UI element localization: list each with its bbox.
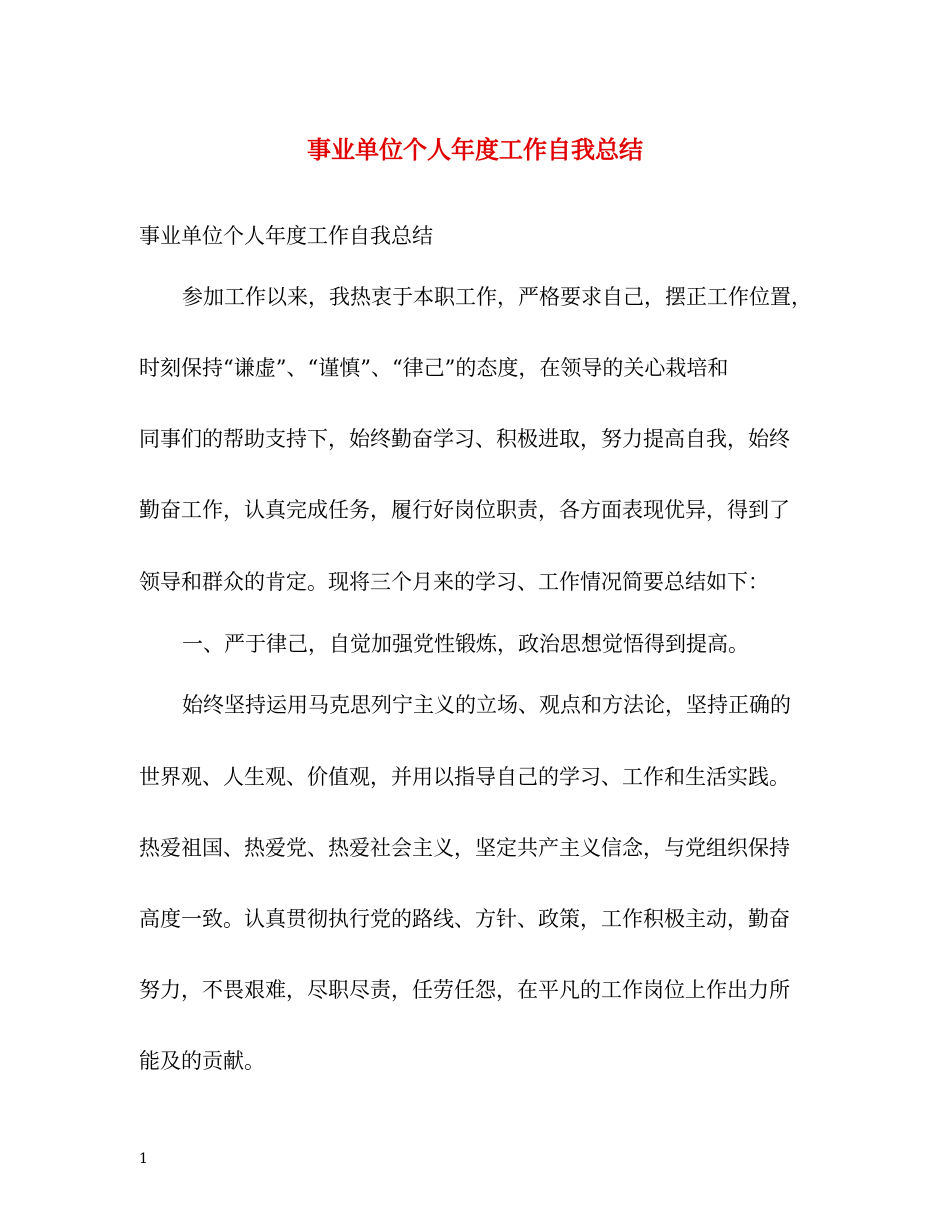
paragraph-line: 世界观、人生观、价值观，并用以指导自己的学习、工作和生活实践。 [139, 765, 790, 789]
document-title: 事业单位个人年度工作自我总结 [307, 135, 643, 164]
paragraph-line: 参加工作以来，我热衷于本职工作，严格要求自己，摆正工作位置， [182, 285, 812, 309]
paragraph-line: 热爱祖国、热爱党、热爱社会主义，坚定共产主义信念，与党组织保持 [139, 836, 790, 860]
paragraph-line: 时刻保持“谦虚”、“谨慎”、“律己”的态度，在领导的关心栽培和 [139, 356, 729, 380]
paragraph-line: 高度一致。认真贯彻执行党的路线、方针、政策，工作积极主动，勤奋 [139, 907, 790, 931]
paragraph-line: 同事们的帮助支持下，始终勤奋学习、积极进取，努力提高自我，始终 [139, 427, 790, 451]
paragraph-line: 领导和群众的肯定。现将三个月来的学习、工作情况简要总结如下： [139, 570, 769, 594]
paragraph-line: 勤奋工作，认真完成任务，履行好岗位职责，各方面表现优异，得到了 [139, 498, 790, 522]
paragraph-line: 始终坚持运用马克思列宁主义的立场、观点和方法论，坚持正确的 [182, 693, 791, 717]
paragraph-line: 努力，不畏艰难，尽职尽责，任劳任怨，在平凡的工作岗位上作出力所 [139, 978, 790, 1002]
paragraph-line: 能及的贡献。 [139, 1049, 265, 1073]
section-heading-line: 一、严于律己，自觉加强党性锻炼，政治思想觉悟得到提高。 [182, 632, 749, 656]
subtitle-line: 事业单位个人年度工作自我总结 [139, 224, 433, 248]
page-number: 1 [139, 1151, 148, 1167]
